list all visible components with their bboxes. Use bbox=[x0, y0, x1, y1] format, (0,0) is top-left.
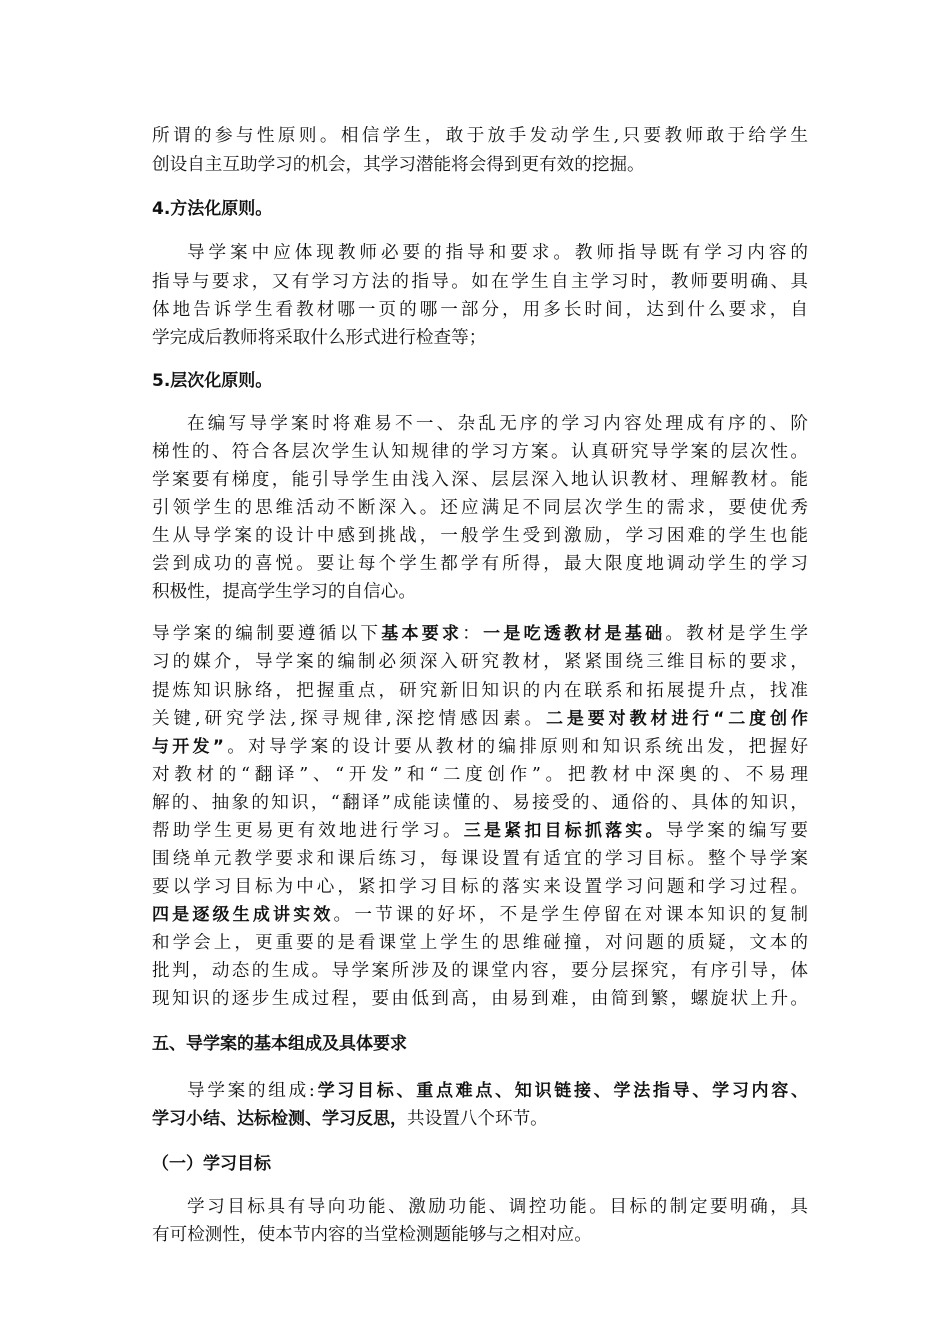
section-heading: 五、导学案的基本组成及具体要求 bbox=[152, 1034, 407, 1054]
subsection-heading: （一）学习目标 bbox=[152, 1154, 271, 1174]
paragraph-line: 提炼知识脉络，把握重点，研究新旧知识的内在联系和拓展提升点，找准 bbox=[152, 681, 808, 701]
bold-run: 学习目标、重点难点、知识链接、学法指导、学习内容、 bbox=[314, 1081, 809, 1101]
paragraph-line bbox=[152, 1108, 548, 1130]
paragraph-line: 围绕单元教学要求和课后练习，每课设置有适宜的学习目标。整个导学案 bbox=[152, 849, 808, 869]
text-run: 。一节课的好坏，不是学生停留在对课本知识的复制 bbox=[333, 905, 808, 925]
bold-run: 学习小结、达标检测、学习反思， bbox=[152, 1109, 407, 1129]
paragraph-line: 有可检测性，使本节内容的当堂检测题能够与之相对应。 bbox=[152, 1225, 592, 1245]
paragraph-line bbox=[152, 736, 808, 758]
paragraph-line: 批判，动态的生成。导学案所涉及的课堂内容，要分层探究，有序引导，体 bbox=[152, 961, 808, 981]
paragraph-line: 尝到成功的喜悦。要让每个学生都学有所得，最大限度地调动学生的学习 bbox=[152, 554, 808, 574]
bold-run: 二是要对教材进行“二度创作 bbox=[545, 709, 808, 729]
paragraph-line: 导学案中应体现教师必要的指导和要求。教师指导既有学习内容的 bbox=[187, 243, 808, 263]
paragraph-line: 现知识的逐步生成过程，要由低到高，由易到难，由简到繁，螺旋状上升。 bbox=[152, 989, 808, 1009]
paragraph-line: 积极性，提高学生学习的自信心。 bbox=[152, 582, 416, 602]
paragraph-line bbox=[152, 904, 808, 926]
paragraph-line bbox=[187, 1080, 808, 1102]
bold-run: 与开发” bbox=[152, 737, 224, 757]
text-run: 导学案的编写要 bbox=[665, 821, 808, 841]
bold-run: 四是逐级生成讲实效 bbox=[152, 905, 334, 925]
text-run: 导学案的组成: bbox=[187, 1081, 315, 1101]
paragraph-line: 学案要有梯度，能引导学生由浅入深、层层深入地认识教材、理解教材。能 bbox=[152, 470, 808, 490]
paragraph-line: 解的、抽象的知识，“翻译”成能读懂的、易接受的、通俗的、具体的知识， bbox=[152, 793, 808, 813]
heading-method-principle: 4.方法化原则。 bbox=[152, 199, 273, 219]
paragraph-line: 体地告诉学生看教材哪一页的哪一部分，用多长时间，达到什么要求，自 bbox=[152, 300, 808, 320]
text-run: 导学案的编制要遵循以下 bbox=[152, 624, 382, 644]
heading-level-principle: 5.层次化原则。 bbox=[152, 371, 273, 391]
text-run: 关键,研究学法,探寻规律,深挖情感因素。 bbox=[152, 709, 546, 729]
paragraph-line: 学完成后教师将采取什么形式进行检查等； bbox=[152, 328, 487, 348]
text-run: 帮助学生更易更有效地进行学习。 bbox=[152, 821, 464, 841]
paragraph-line: 对教材的“翻译”、“开发”和“二度创作”。把教材中深奥的、不易理 bbox=[152, 765, 808, 785]
paragraph-line: 所谓的参与性原则。相信学生，敢于放手发动学生,只要教师敢于给学生 bbox=[152, 126, 808, 146]
paragraph-line: 指导与要求，又有学习方法的指导。如在学生自主学习时，教师要明确、具 bbox=[152, 272, 808, 292]
text-run: 共设置八个环节。 bbox=[407, 1109, 548, 1129]
paragraph-line bbox=[152, 708, 808, 730]
text-run: ： bbox=[462, 624, 484, 644]
paragraph-line: 引领学生的思维活动不断深入。还应满足不同层次学生的需求，要使优秀 bbox=[152, 498, 808, 518]
paragraph-line: 习的媒介，导学案的编制必须深入研究教材，紧紧围绕三维目标的要求， bbox=[152, 652, 808, 672]
paragraph-line: 生从导学案的设计中感到挑战，一般学生受到激励，学习困难的学生也能 bbox=[152, 526, 808, 546]
text-run: 。对导学案的设计要从教材的编排原则和知识系统出发，把握好 bbox=[223, 737, 808, 757]
paragraph-line: 和学会上，更重要的是看课堂上学生的思维碰撞，对问题的质疑，文本的 bbox=[152, 933, 808, 953]
paragraph-line: 在编写导学案时将难易不一、杂乱无序的学习内容处理成有序的、阶 bbox=[187, 414, 808, 434]
text-run: 。教材是学生学 bbox=[665, 624, 808, 644]
bold-run: 一是吃透教材是基础 bbox=[483, 624, 666, 644]
paragraph-line: 创设自主互助学习的机会，其学习潜能将会得到更有效的挖掘。 bbox=[152, 155, 645, 175]
paragraph-line bbox=[152, 623, 808, 645]
bold-run: 三是紧扣目标抓落实。 bbox=[463, 821, 666, 841]
paragraph-line: 要以学习目标为中心，紧扣学习目标的落实来设置学习问题和学习过程。 bbox=[152, 877, 808, 897]
bold-run: 基本要求 bbox=[381, 624, 463, 644]
paragraph-line bbox=[152, 820, 808, 842]
paragraph-line: 学习目标具有导向功能、激励功能、调控功能。目标的制定要明确，具 bbox=[187, 1197, 808, 1217]
paragraph-line: 梯性的、符合各层次学生认知规律的学习方案。认真研究导学案的层次性。 bbox=[152, 442, 808, 462]
